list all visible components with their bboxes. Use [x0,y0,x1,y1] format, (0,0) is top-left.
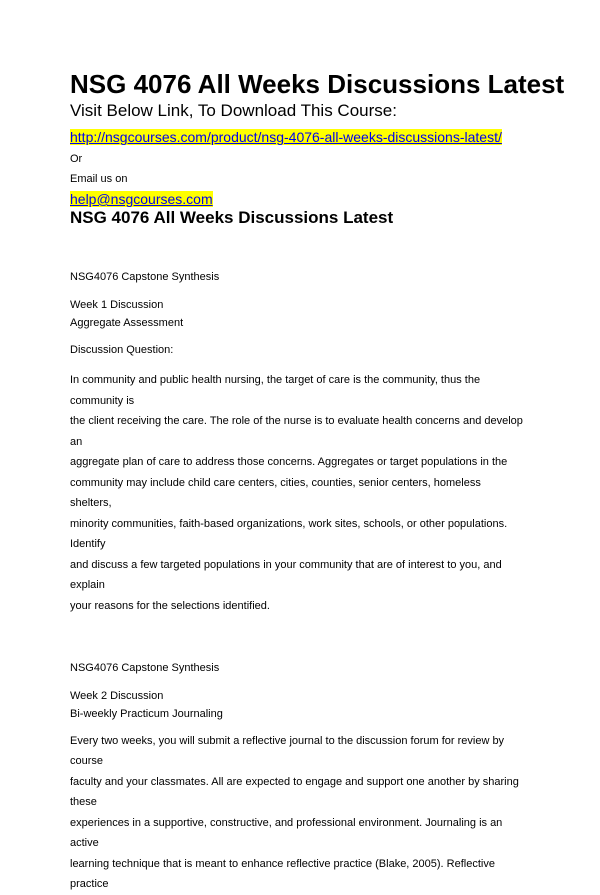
paragraph-line: faculty and your classmates. All are expected to engage and support one another by sharing these [70,775,519,808]
section-title: NSG 4076 All Weeks Discussions Latest [70,208,394,227]
paragraph-line: your reasons for the selections identified. [70,599,270,612]
paragraph-line: and discuss a few targeted populations in your community that are of interest to you, and explain [70,558,502,591]
week2-topic: Bi-weekly Practicum Journaling [70,707,223,720]
document-page [70,68,565,895]
paragraph-line: In community and public health nursing, the target of care is the community, thus the community is [70,374,481,407]
paragraph-line: learning technique that is meant to enhance reflective practice (Blake, 2005). Reflective practice [70,857,495,890]
paragraph-line: minority communities, faith-based organizations, work sites, schools, or other populations. Identify [70,517,508,550]
email-link[interactable]: help@nsgcourses.com [70,191,213,207]
week1-paragraph [70,370,530,616]
course-link-line [70,128,530,146]
week1-course: NSG4076 Capstone Synthesis [70,271,220,283]
paragraph-line: experiences in a supportive, constructive, and professional environment. Journaling is an active [70,816,503,849]
or-text: Or [70,153,83,165]
week2-paragraph [70,731,530,895]
paragraph-line: the client receiving the care. The role of the nurse is to evaluate health concerns and develop an [70,415,523,448]
course-link[interactable]: http://nsgcourses.com/product/nsg-4076-all-weeks-discussions-latest/ [70,129,502,145]
email-label: Email us on [70,173,128,185]
download-instruction: Visit Below Link, To Download This Course: [70,101,397,120]
week2-week: Week 2 Discussion [70,689,164,702]
email-line [70,190,530,208]
week1-topic: Aggregate Assessment [70,316,184,329]
week2-course: NSG4076 Capstone Synthesis [70,662,220,674]
week1-week: Week 1 Discussion [70,298,164,311]
paragraph-line: Every two weeks, you will submit a reflective journal to the discussion forum for review by course [70,734,505,767]
page-title: NSG 4076 All Weeks Discussions Latest [70,69,565,99]
paragraph-line: community may include child care centers, cities, counties, senior centers, homeless shelters, [70,476,481,509]
paragraph-line: aggregate plan of care to address those concerns. Aggregates or target populations in the [70,456,508,468]
week1-question-label: Discussion Question: [70,343,174,356]
